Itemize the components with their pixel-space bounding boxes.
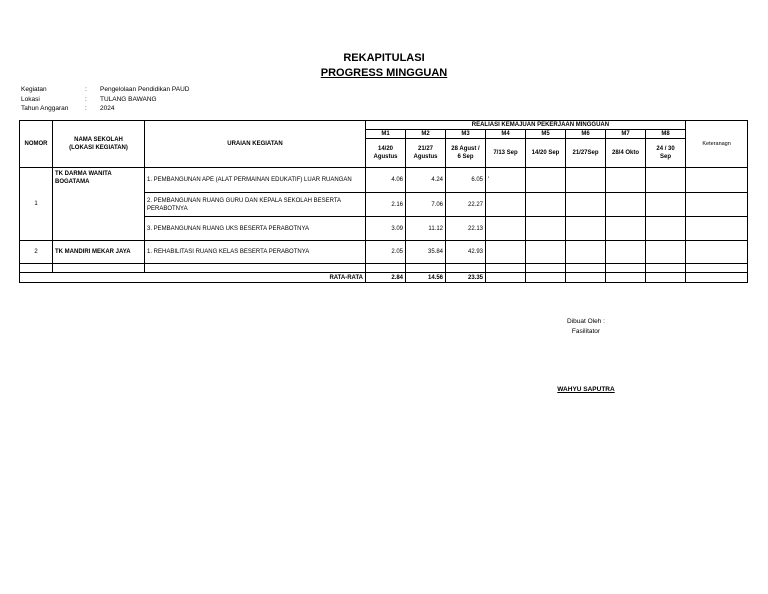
week-dates: 14/20 Sep [526,139,566,168]
week-dates: 21/27 Agustus [406,139,446,168]
average-value [526,273,566,283]
week-label: M3 [446,130,486,139]
week-label: M4 [486,130,526,139]
average-row [20,273,748,283]
average-value: 2.84 [366,273,406,283]
average-value: 14.56 [406,273,446,283]
empty-cell [145,264,366,273]
average-value: 23.35 [446,273,486,283]
empty-cell [446,264,486,273]
average-value [646,273,686,283]
meta-value: 2024 [100,105,115,112]
week-value [606,193,646,217]
week-value: 3.09 [366,217,406,241]
signature-role: Fasilitator [571,328,601,335]
week-value [486,217,526,241]
meta-label: Tahun Anggaran [21,105,69,112]
keterangan-cell [686,193,748,217]
week-value: 4.24 [406,168,446,193]
meta-sep: : [85,86,87,93]
meta-row-tahun [21,104,190,114]
week-dates: 24 / 30 Sep [646,139,686,168]
table-row [20,168,748,193]
average-value [566,273,606,283]
week-value: ' [486,168,526,193]
activity-description: 1. PEMBANGUNAN APE (ALAT PERMAINAN EDUKATIF) LUAR RUANGAN [145,168,366,193]
week-value [526,168,566,193]
activity-description: 1. REHABILITASI RUANG KELAS BESERTA PERABOTNYA [145,241,366,264]
empty-cell [366,264,406,273]
header-realisasi: REALIASI KEMAJUAN PEKERJAAN MINGGUAN [366,121,686,130]
keterangan-cell [686,241,748,264]
week-value [606,217,646,241]
empty-row [20,264,748,273]
empty-cell [566,264,606,273]
meta-row-lokasi [21,95,190,105]
week-value [646,168,686,193]
signature-made-by: Dibuat Oleh : [567,318,605,325]
empty-cell [20,264,53,273]
week-value: 4.06 [366,168,406,193]
week-value: 35.84 [406,241,446,264]
week-value [566,193,606,217]
week-value [646,241,686,264]
table-row [20,241,748,264]
week-value: 11.12 [406,217,446,241]
meta-value: TULANG BAWANG [100,95,157,103]
school-name: TK DARMA WANITA BOGATAMA [53,168,145,241]
activity-description: 3. PEMBANGUNAN RUANG UKS BESERTA PERABOTNYA [145,217,366,241]
week-value [606,168,646,193]
school-name: TK MANDIRI MEKAR JAYA [53,241,145,264]
meta-sep: : [85,105,87,112]
row-number: 1 [20,168,53,241]
header-nomor: NOMOR [20,121,53,168]
week-value: 22.27 [446,193,486,217]
week-value [486,241,526,264]
empty-cell [53,264,145,273]
week-label: M7 [606,130,646,139]
week-value [526,241,566,264]
week-value: 6.05 [446,168,486,193]
week-value: 2.05 [366,241,406,264]
meta-label: Lokasi [21,95,40,103]
week-value [646,193,686,217]
empty-cell [646,264,686,273]
meta-value: Pengelolaan Pendidikan PAUD [100,86,190,93]
week-label: M8 [646,130,686,139]
week-value [646,217,686,241]
week-value: 42.93 [446,241,486,264]
meta-row-kegiatan [21,85,190,95]
week-dates: 7/13 Sep [486,139,526,168]
week-dates: 21/27Sep [566,139,606,168]
week-dates: 14/20 Agustus [366,139,406,168]
meta-sep: : [85,95,87,103]
week-label: M6 [566,130,606,139]
week-label: M2 [406,130,446,139]
empty-cell [686,264,748,273]
week-value: 2.16 [366,193,406,217]
document-title: REKAPITULASI [343,52,425,64]
header-nama-sekolah: NAMA SEKOLAH (LOKASI KEGIATAN) [53,121,145,168]
week-value [566,217,606,241]
keterangan-cell [686,217,748,241]
header-keterangan: Keteranagn [686,121,748,168]
empty-cell [406,264,446,273]
week-dates: 28/4 Okto [606,139,646,168]
progress-table [19,120,748,283]
meta-block [21,85,190,114]
week-value: 7.06 [406,193,446,217]
week-value [566,241,606,264]
average-label: RATA-RATA [20,273,366,283]
week-dates: 28 Agust / 6 Sep [446,139,486,168]
keterangan-cell [686,273,748,283]
average-value [606,273,646,283]
keterangan-cell [686,168,748,193]
meta-label: Kegiatan [21,86,47,93]
week-value [526,193,566,217]
header-uraian: URAIAN KEGIATAN [145,121,366,168]
week-value [526,217,566,241]
signature-name: WAHYU SAPUTRA [557,386,615,393]
empty-cell [606,264,646,273]
empty-cell [526,264,566,273]
week-label: M1 [366,130,406,139]
week-label: M5 [526,130,566,139]
document-subtitle: PROGRESS MINGGUAN [320,67,448,79]
average-value [486,273,526,283]
activity-description: 2. PEMBANGUNAN RUANG GURU DAN KEPALA SEKOLAH BESERTA PERABOTNYA [145,193,366,217]
week-value [566,168,606,193]
empty-cell [486,264,526,273]
week-value [606,241,646,264]
week-value: 22.13 [446,217,486,241]
week-value [486,193,526,217]
row-number: 2 [20,241,53,264]
